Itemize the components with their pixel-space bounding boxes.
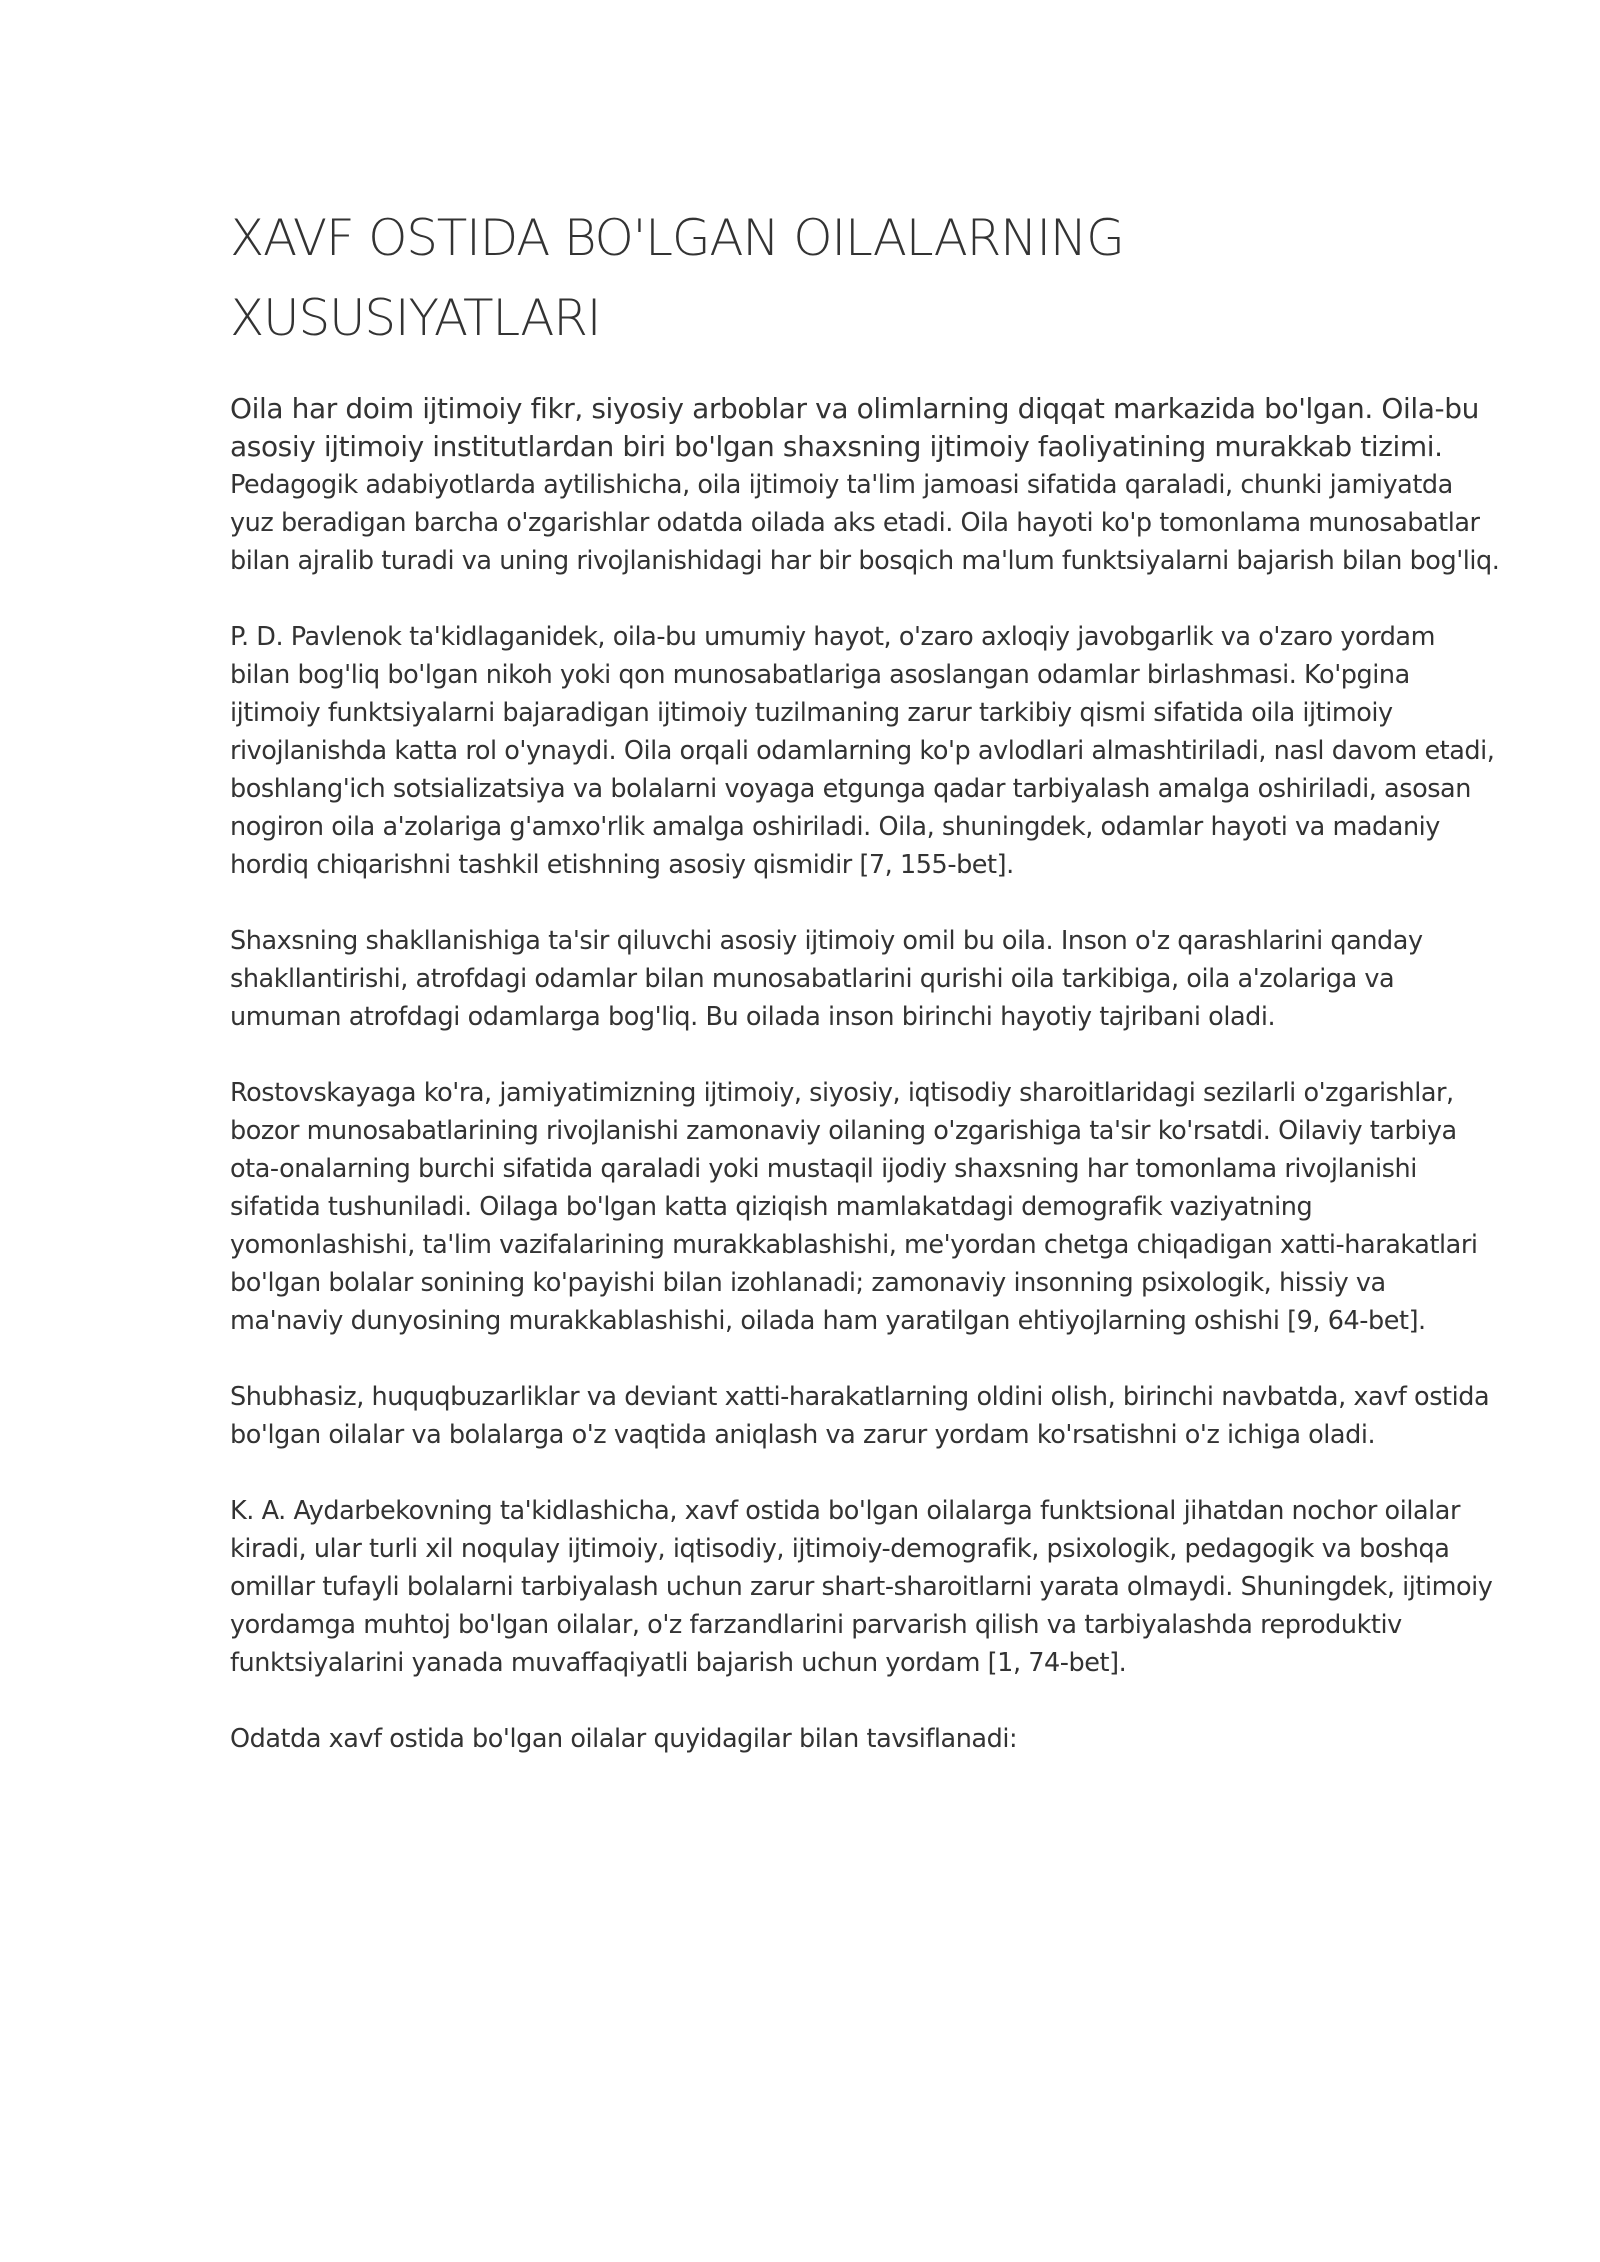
body-text bbox=[230, 466, 1500, 1758]
page-title-line-2: XUSUSIYATLARI bbox=[230, 289, 601, 347]
paragraph-1: Pedagogik adabiyotlarda aytilishicha, oila ijtimoiy ta'lim jamoasi sifatida qaraladi, chunki jamiyatda yuz beradigan barcha o'zgarishlar odatda oilada aks etadi. Oila hayoti ko'p tomonlama munosabatlar bilan ajralib turadi va uning rivojlanishidagi har bir bosqich ma'lum funktsiyalarni bajarish bilan bog'liq. bbox=[230, 470, 1500, 576]
paragraph-5: Shubhasiz, huquqbuzarliklar va deviant xatti-harakatlarning oldini olish, birinchi navbatda, xavf ostida bo'lgan oilalar va bolalarga o'z vaqtida aniqlash va zarur yordam ko'rsatishni o'z ichiga oladi. bbox=[230, 1382, 1490, 1450]
page-title-line-1: XAVF OSTIDA BO'LGAN OILALARNING bbox=[230, 209, 1124, 267]
paragraph-4: Rostovskayaga ko'ra, jamiyatimizning ijtimoiy, siyosiy, iqtisodiy sharoitlaridagi sezilarli o'zgarishlar, bozor munosabatlarining rivojlanishi zamonaviy oilaning o'zgarishiga ta'sir ko'rsatdi. Oilaviy tarbiya ota-onalarning burchi sifatida qaraladi yoki mustaqil ijodiy shaxsning har tomonlama rivojlanishi sifatida tushuniladi. Oilaga bo'lgan katta qiziqish mamlakatdagi demografik vaziyatning yomonlashishi, ta'lim vazifalarining murakkablashishi, me'yordan chetga chiqadigan xatti-harakatlari bo'lgan bolalar sonining ko'payishi bilan izohlanadi; zamonaviy insonning psixologik, hissiy va ma'naviy dunyosining murakkablashishi, oilada ham yaratilgan ehtiyojlarning oshishi [9, 64-bet]. bbox=[230, 1078, 1478, 1336]
paragraph-6: K. A. Aydarbekovning ta'kidlashicha, xavf ostida bo'lgan oilalarga funktsional jihatdan nochor oilalar kiradi, ular turli xil noqulay ijtimoiy, iqtisodiy, ijtimoiy-demografik, psixologik, pedagogik va boshqa omillar tufayli bolalarni tarbiyalash uchun zarur shart-sharoitlarni yarata olmaydi. Shuningdek, ijtimoiy yordamga muhtoj bo'lgan oilalar, o'z farzandlarini parvarish qilish va tarbiyalashda reproduktiv funktsiyalarini yanada muvaffaqiyatli bajarish uchun yordam [1, 74-bet]. bbox=[230, 1496, 1493, 1678]
paragraph-3: Shaxsning shakllanishiga ta'sir qiluvchi asosiy ijtimoiy omil bu oila. Inson o'z qarashlarini qanday shakllantirishi, atrofdagi odamlar bilan munosabatlarini qurishi oila tarkibiga, oila a'zolariga va umuman atrofdagi odamlarga bog'liq. Bu oilada inson birinchi hayotiy tajribani oladi. bbox=[230, 926, 1423, 1032]
paragraph-2: P. D. Pavlenok ta'kidlaganidek, oila-bu umumiy hayot, o'zaro axloqiy javobgarlik va o'zaro yordam bilan bog'liq bo'lgan nikoh yoki qon munosabatlariga asoslangan odamlar birlashmasi. Ko'pgina ijtimoiy funktsiyalarni bajaradigan ijtimoiy tuzilmaning zarur tarkibiy qismi sifatida oila ijtimoiy rivojlanishda katta rol o'ynaydi. Oila orqali odamlarning ko'p avlodlari almashtiriladi, nasl davom etadi, boshlang'ich sotsializatsiya va bolalarni voyaga etgunga qadar tarbiyalash amalga oshiriladi, asosan nogiron oila a'zolariga g'amxo'rlik amalga oshiriladi. Oila, shuningdek, odamlar hayoti va madaniy hordiq chiqarishni tashkil etishning asosiy qismidir [7, 155-bet]. bbox=[230, 622, 1495, 880]
paragraph-7: Odatda xavf ostida bo'lgan oilalar quyidagilar bilan tavsiflanadi: bbox=[230, 1724, 1018, 1754]
intro-paragraph: Oila har doim ijtimoiy fikr, siyosiy arboblar va olimlarning diqqat markazida bo'lgan. Oila-bu asosiy ijtimoiy institutlardan biri bo'lgan shaxsning ijtimoiy faoliyatining murakkab tizimi. bbox=[230, 392, 1479, 463]
page-title bbox=[230, 198, 1500, 358]
document-page bbox=[230, 198, 1500, 1758]
